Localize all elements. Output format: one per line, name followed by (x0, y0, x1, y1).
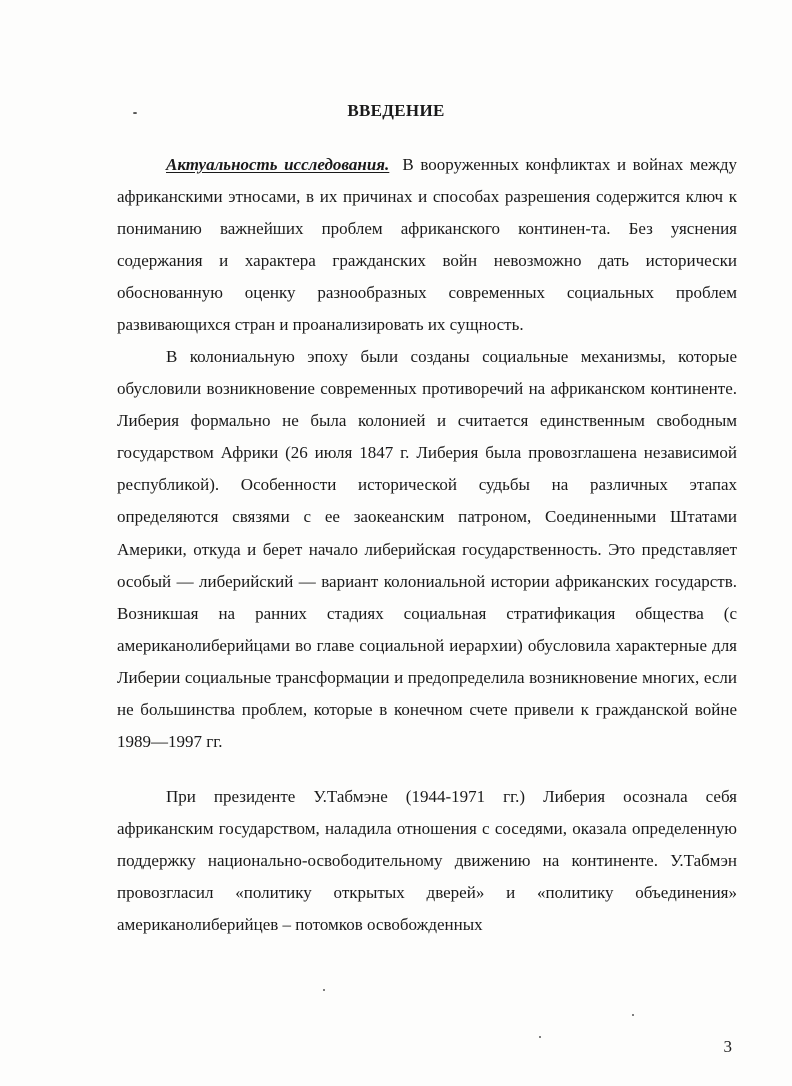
scan-speck (133, 112, 137, 114)
paragraph-colonial: В колониальную эпоху были созданы социальные механизмы, которые обусловили возникновение современных противоречий на африканском континенте. Либерия формально не была колонией и считается единственным свободным государством Африки (26 июля 1847 г. Либерия была провозглашена независимой республикой). Особенности исторической судьбы на различных этапах определяются связями с ее заокеанским патроном, Соединенными Штатами Америки, откуда и берет начало либерийская государственность. Это представляет особый — либерийский — вариант колониальной истории африканских государств. Возникшая на ранних стадиях социальная стратификация общества (с американолиберийцами во главе социальной иерархии) обусловила характерные для Либерии социальные трансформации и предопределила возникновение многих, если не большинства проблем, которые в конечном счете привели к гражданской войне 1989—1997 гг. (117, 347, 737, 752)
paragraph-text: В вооруженных конфликтах и войнах между африканскими этносами, в их причинах и способах разрешения содержится ключ к пониманию важнейших проблем африканского континен-та. Без уяснения содержания и характера гражданских войн невозможно дать исторически обоснованную оценку разнообразных современных социальных проблем развивающихся стран и проанализировать их сущность. (117, 155, 738, 335)
scan-speck (323, 989, 325, 991)
page-title: ВВЕДЕНИЕ (347, 101, 445, 120)
paragraph-tubman: При президенте У.Табмэне (1944-1971 гг.) Либерия осознала себя африканским государством, наладила отношения с соседями, оказала определенную поддержку национально-освободительному движению на континенте. У.Табмэн провозгласил «политику открытых дверей» и «политику объединения» американолиберийцев – потомков освобожденных (117, 787, 737, 935)
page-number: 3 (723, 1037, 732, 1056)
section-heading: Актуальность исследования. (166, 155, 390, 174)
paragraph-relevance (117, 149, 737, 342)
scan-speck (539, 1036, 541, 1038)
scan-speck (632, 1014, 634, 1016)
